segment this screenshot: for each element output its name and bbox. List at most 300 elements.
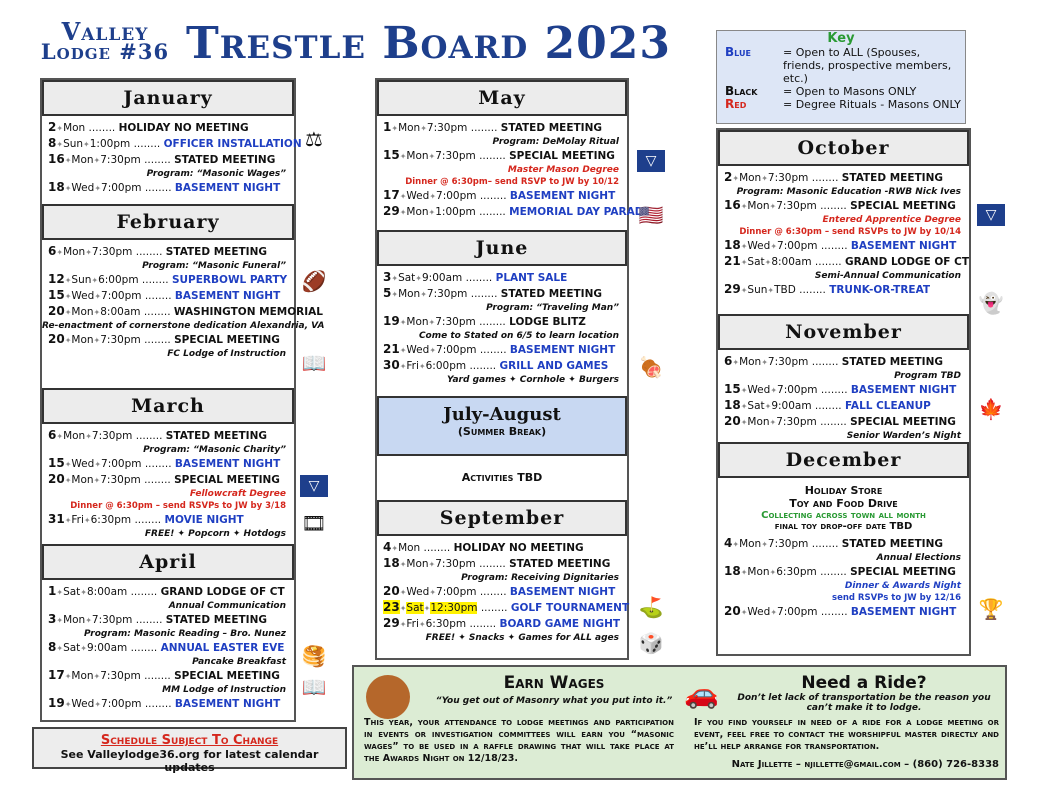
event-row: 18✦Wed✦7:00pm ........ BASEMENT NIGHT [724,238,957,252]
event-row: 18✦Mon✦7:30pm ........ STATED MEETING [383,556,611,570]
event-row: 3✦Sat✦9:00am ........ PLANT SALE [383,270,568,284]
event-day: Mon [739,172,762,184]
event-title: BASEMENT NIGHT [174,458,281,470]
event-row: 15✦Wed✦7:00pm ........ BASEMENT NIGHT [48,456,281,470]
event-title: STATED MEETING [165,246,267,258]
event-title: BASEMENT NIGHT [509,344,616,356]
event-day: Mon [398,288,421,300]
event-date: 1 [48,584,57,598]
event-day: Mon [406,206,429,218]
event-title: STATED MEETING [841,356,943,368]
event-row: 1✦Sat✦8:00am ........ GRAND LODGE OF CT [48,584,285,598]
event-day: Mon [71,670,94,682]
event-date: 6 [724,354,733,368]
event-subtitle: Program: Receiving Dignitaries [461,573,619,583]
event-date: 6 [48,244,57,258]
event-time: 7:30pm [435,558,476,570]
event-time: 7:30pm [100,334,141,346]
apron-icon-oct: ▽ [977,204,1005,226]
event-day: Mon [406,316,429,328]
event-row: 15✦Wed✦7:00pm ........ BASEMENT NIGHT [724,382,957,396]
event-date: 15 [48,456,65,470]
event-date: 8 [48,640,57,654]
event-day: Mon [71,306,94,318]
column-2 [375,78,651,660]
event-date: 31 [48,512,65,526]
event-time: 7:30pm [776,200,817,212]
event-subtitle: Yard games ✦ Cornhole ✦ Burgers [447,375,619,385]
event-date: 15 [383,148,400,162]
event-row: 12✦Sun✦6:00pm ........ SUPERBOWL PARTY [48,272,288,286]
event-day: Mon [406,150,429,162]
event-time: 7:00pm [101,458,142,470]
event-title: SPECIAL MEETING [850,566,956,578]
event-row: 19✦Wed✦7:00pm ........ BASEMENT NIGHT [48,696,281,710]
event-subtitle: Program: “Masonic Charity” [143,445,286,455]
event-date: 20 [48,472,65,486]
event-date: 1 [383,120,392,134]
holiday-store-collect: Collecting across town all month [761,510,926,521]
event-subtitle: Program: “Traveling Man” [486,303,619,313]
ride-contact[interactable]: Nate Jillette – njillette@gmail.com – (860) 726-8338 [731,759,999,770]
event-day: Mon [398,542,421,554]
event-date: 21 [724,254,741,268]
event-day: Wed [747,606,771,618]
event-subtitle: Program: DeMolay Ritual [492,137,619,147]
event-time: TBD [774,284,796,296]
event-title: GRAND LODGE OF CT [160,586,285,598]
month-header-november: November [718,314,969,350]
key-row [725,98,965,111]
book-icon: 📖 [301,351,327,375]
event-time: 8:00am [100,306,141,318]
ride-tagline: Don’t let lack of transportation be the reason you can’t make it to lodge. [737,693,991,713]
event-time: 7:30pm [426,288,468,300]
event-time: 7:00pm [101,182,142,194]
event-row: 30✦Fri✦6:00pm ........ GRILL AND GAMES [383,358,609,372]
event-row: 4✦Mon ........ HOLIDAY NO MEETING [383,540,584,554]
event-date: 3 [383,270,392,284]
event-row: 29✦Mon✦1:00pm ........ MEMORIAL DAY PARADE [383,204,651,218]
event-day: Mon [747,416,770,428]
event-time: 7:30pm [767,356,809,368]
month-header-june: June [377,230,627,266]
event-time: 7:00pm [101,290,142,302]
event-row: 20✦Mon✦7:30pm ........ SPECIAL MEETING [48,472,280,486]
event-row: 16✦Mon✦7:30pm ........ SPECIAL MEETING [724,198,956,212]
event-row: 6✦Mon✦7:30pm ........ STATED MEETING [48,428,267,442]
event-date: 20 [724,604,741,618]
event-title: HOLIDAY NO MEETING [118,122,249,134]
event-day: Mon [71,334,94,346]
event-title: STATED MEETING [174,154,276,166]
event-row: 20✦Mon✦7:30pm ........ SPECIAL MEETING [724,414,956,428]
event-day: Sat [406,602,424,614]
ghost-icon: 👻 [978,291,1004,315]
event-date: 29 [383,616,400,630]
event-date: 18 [48,180,65,194]
event-subtitle: Fellowcraft Degree [189,489,286,499]
event-date: 20 [383,584,400,598]
event-day: Mon [747,200,770,212]
event-time: 8:00am [86,586,128,598]
event-row: 17✦Mon✦7:30pm ........ SPECIAL MEETING [48,668,280,682]
event-title: SPECIAL MEETING [174,334,280,346]
event-title: STATED MEETING [841,538,943,550]
holiday-store-final: final toy drop-off date TBD [774,521,913,532]
lodge-line1: Valley [61,17,149,46]
event-time: 12:30pm [430,602,478,614]
event-date: 8 [48,136,57,150]
event-date: 18 [724,564,741,578]
event-subtitle: Senior Warden’s Night [846,431,961,441]
event-time: 7:00pm [777,606,818,618]
event-time: 7:30pm [435,150,476,162]
event-title: BASEMENT NIGHT [509,586,616,598]
event-title: STATED MEETING [165,614,267,626]
event-date: 18 [724,398,741,412]
event-time: 6:30pm [776,566,817,578]
event-time: 6:00pm [425,360,467,372]
month-header-may: May [377,80,627,116]
event-day: Mon [63,122,86,134]
event-subtitle: Re-enactment of cornerstone dedication Alexandria, VA [42,321,325,331]
event-subtitle: Dinner & Awards Night [844,581,961,591]
book-icon-2: 📖 [301,675,327,699]
event-row: 19✦Mon✦7:30pm ........ LODGE BLITZ [383,314,586,328]
event-day: Sat [747,256,765,268]
event-date: 15 [48,288,65,302]
event-row: 2✦Mon✦7:30pm ........ STATED MEETING [724,170,943,184]
summer-box [377,396,627,456]
event-date: 19 [48,696,65,710]
event-day: Fri [406,360,419,372]
summer-subtitle: (Summer Break) [457,425,547,438]
event-time: 9:00am [86,642,128,654]
summer-title: July-August [443,404,561,425]
event-date: 4 [383,540,392,554]
event-day: Sat [63,586,81,598]
event-title: TRUNK-OR-TREAT [829,284,931,296]
event-date: 20 [48,304,65,318]
ride-body: If you find yourself in need of a ride for a lodge meeting or event, feel free to contact the worshipful master directly and he’ll help arrange for transportation. [694,717,999,752]
event-row: 8✦Sat✦9:00am ........ ANNUAL EASTER EVE [48,640,285,654]
apron-icon: ▽ [300,475,328,497]
event-subtitle: Entered Apprentice Degree [822,215,961,225]
event-subtitle-2: Dinner @ 6:30pm – send RSVPs to JW by 10/14 [739,227,961,237]
event-time: 7:00pm [436,344,477,356]
event-subtitle: Master Mason Degree [507,165,619,175]
event-day: Sat [398,272,416,284]
event-day: Wed [71,290,95,302]
event-date: 29 [724,282,741,296]
wages-body: This year, your attendance to lodge meetings and participation in events or investigation committees will earn you “masonic wages” to be used in a raffle drawing that will take place at the Awards Night on 12/18/23. [364,717,674,764]
event-row: 17✦Wed✦7:00pm ........ BASEMENT NIGHT [383,188,616,202]
event-row: 20✦Mon✦8:00am ........ WASHINGTON MEMORIAL [48,304,323,318]
event-time: 7:30pm [100,474,141,486]
event-date: 20 [724,414,741,428]
event-title: STATED MEETING [841,172,943,184]
event-day: Mon [406,558,429,570]
event-day: Sun [747,284,768,296]
schedule-link-note[interactable]: See Valleylodge36.org for latest calendar updates [60,748,319,774]
gavel-icon: ⚖ [305,127,323,151]
event-subtitle-2: send RSVPs to JW by 12/16 [832,593,961,603]
month-header-september: September [377,500,627,536]
football-icon: 🏈 [301,269,327,293]
event-time: 1:00pm [89,138,131,150]
event-row: 20✦Mon✦7:30pm ........ SPECIAL MEETING [48,332,280,346]
event-day: Mon [71,474,94,486]
event-date: 16 [724,198,741,212]
event-title: MEMORIAL DAY PARADE [509,206,651,218]
info-box [352,665,1007,780]
event-title: BASEMENT NIGHT [174,698,281,710]
event-row: 6✦Mon✦7:30pm ........ STATED MEETING [724,354,943,368]
event-day: Wed [406,190,430,202]
event-title: FALL CLEANUP [844,400,931,412]
event-title: GOLF TOURNAMENT [510,602,630,614]
event-title: BASEMENT NIGHT [850,240,957,252]
event-row: 29✦Fri✦6:30pm ........ BOARD GAME NIGHT [383,616,621,630]
event-row: 21✦Sat✦8:00am ........ GRAND LODGE OF CT [724,254,969,268]
event-date: 15 [724,382,741,396]
event-row: 3✦Mon✦7:30pm ........ STATED MEETING [48,612,267,626]
holiday-store [718,478,969,532]
month-header-october: October [718,130,969,166]
penny-icon [366,675,410,719]
event-title: MOVIE NIGHT [164,514,244,526]
event-title: BASEMENT NIGHT [174,290,281,302]
event-row: 6✦Mon✦7:30pm ........ STATED MEETING [48,244,267,258]
event-day: Wed [406,586,430,598]
month-header-march: March [42,388,294,424]
event-subtitle: Program: Masonic Education -RWB Nick Ives [736,187,961,197]
event-row: 18✦Mon✦6:30pm ........ SPECIAL MEETING [724,564,956,578]
key-label: Red [725,97,747,111]
key-label: Black [725,84,758,98]
page-title: Trestle Board 2023 [186,18,672,69]
holiday-store-sub: Toy and Food Drive [789,497,898,510]
event-time: 7:30pm [91,614,133,626]
event-subtitle: FC Lodge of Instruction [167,349,286,359]
event-time: 7:30pm [426,122,468,134]
event-title: BASEMENT NIGHT [850,384,957,396]
event-title: GRILL AND GAMES [499,360,609,372]
event-date: 5 [383,286,392,300]
month-header-january: January [42,80,294,116]
event-day: Mon [747,566,770,578]
event-day: Sat [747,400,765,412]
event-date: 4 [724,536,733,550]
event-row: 2✦Mon ........ HOLIDAY NO MEETING [48,120,249,134]
event-title: OFFICER INSTALLATION [163,138,302,150]
event-time: 9:00am [421,272,463,284]
event-day: Wed [71,182,95,194]
event-title: HOLIDAY NO MEETING [453,542,584,554]
golf-icon: ⛳ [638,595,664,619]
event-date: 23 [383,600,400,614]
key-title: Key [827,31,855,46]
event-day: Sun [71,274,92,286]
event-time: 7:00pm [101,698,142,710]
legend-key [716,30,966,124]
event-title: SPECIAL MEETING [509,150,615,162]
key-text: = Degree Rituals - Masons ONLY [783,98,961,111]
event-day: Wed [71,698,95,710]
lodge-name [30,17,180,64]
event-title: LODGE BLITZ [509,316,586,328]
film-reel-icon: 🎞 [301,511,327,535]
event-date: 17 [383,188,400,202]
event-time: 7:00pm [777,384,818,396]
event-row: 1✦Mon✦7:30pm ........ STATED MEETING [383,120,602,134]
key-row [725,85,965,98]
event-date: 16 [48,152,65,166]
leaf-icon: 🍁 [978,397,1004,421]
event-title: WASHINGTON MEMORIAL [173,306,323,318]
event-date: 6 [48,428,57,442]
event-subtitle: Annual Communication [168,601,286,611]
event-day: Mon [739,356,762,368]
key-label: Blue [725,45,751,59]
event-time: 6:30pm [90,514,132,526]
event-subtitle: MM Lodge of Instruction [162,685,286,695]
event-title: STATED MEETING [165,430,267,442]
event-row: 15✦Mon✦7:30pm ........ SPECIAL MEETING [383,148,615,162]
month-header-december: December [718,442,969,478]
event-subtitle: Program: Masonic Reading – Bro. Nunez [83,629,286,639]
event-subtitle: Program: “Masonic Funeral” [142,261,286,271]
event-title: BOARD GAME NIGHT [499,618,621,630]
key-text: = Open to ALL (Spouses, friends, prospective members, etc.) [783,46,952,85]
apron-icon-may: ▽ [637,150,665,172]
ride-title: Need a Ride? [801,673,927,693]
event-row: 16✦Mon✦7:30pm ........ STATED MEETING [48,152,276,166]
event-day: Fri [406,618,419,630]
event-title: STATED MEETING [509,558,611,570]
event-day: Mon [398,122,421,134]
event-day: Mon [63,430,86,442]
event-time: 7:00pm [436,190,477,202]
event-time: 7:30pm [91,246,133,258]
event-time: 7:30pm [767,538,809,550]
lodge-line2: Lodge #36 [40,39,170,64]
trophy-icon: 🏆 [978,597,1004,621]
event-row: 5✦Mon✦7:30pm ........ STATED MEETING [383,286,602,300]
event-date: 20 [48,332,65,346]
event-row: 21✦Wed✦7:00pm ........ BASEMENT NIGHT [383,342,616,356]
column-1 [40,78,325,722]
event-time: 7:00pm [436,586,477,598]
event-date: 2 [48,120,57,134]
event-day: Fri [71,514,84,526]
event-subtitle-2: Dinner @ 6:30pm– send RSVP to JW by 10/12 [405,177,619,187]
event-title: SPECIAL MEETING [174,670,280,682]
schedule-note [32,727,347,774]
event-row: 15✦Wed✦7:00pm ........ BASEMENT NIGHT [48,288,281,302]
event-date: 19 [383,314,400,328]
event-subtitle: FREE! ✦ Snacks ✦ Games for ALL ages [425,633,619,643]
event-day: Mon [71,154,94,166]
event-time: 7:30pm [767,172,809,184]
event-date: 18 [383,556,400,570]
summer-note: Activities TBD [461,471,543,484]
event-time: 1:00pm [435,206,476,218]
event-row: 18✦Wed✦7:00pm ........ BASEMENT NIGHT [48,180,281,194]
event-time: 7:30pm [100,154,141,166]
event-title: SUPERBOWL PARTY [171,274,288,286]
column-3 [716,128,971,656]
wages-title: Earn Wages [503,673,605,693]
event-time: 9:00am [771,400,812,412]
event-title: BASEMENT NIGHT [850,606,957,618]
event-date: 29 [383,204,400,218]
event-date: 12 [48,272,65,286]
event-title: SPECIAL MEETING [850,416,956,428]
event-title: PLANT SALE [495,272,568,284]
event-row: 29✦Sun✦TBD ........ TRUNK-OR-TREAT [724,282,931,296]
car-icon: 🚗 [684,677,719,710]
grill-icon: 🍖 [638,355,664,379]
event-date: 18 [724,238,741,252]
event-subtitle-2: Dinner @ 6:30pm – send RSVPs to JW by 3/18 [70,501,286,511]
month-header-february: February [42,204,294,240]
schedule-warning: Schedule Subject To Change [100,733,279,748]
event-row: 18✦Sat✦9:00am ........ FALL CLEANUP [724,398,931,412]
event-title: BASEMENT NIGHT [509,190,616,202]
event-day: Mon [739,538,762,550]
event-day: Wed [747,240,771,252]
event-title: SPECIAL MEETING [174,474,280,486]
event-title: STATED MEETING [500,288,602,300]
event-title: GRAND LODGE OF CT [844,256,969,268]
event-row: 31✦Fri✦6:30pm ........ MOVIE NIGHT [48,512,244,526]
event-time: 8:00am [771,256,812,268]
event-row: 23✦Sat✦12:30pm ........ GOLF TOURNAMENT [383,600,630,614]
flag-icon: 🇺🇸 [638,203,664,227]
event-row: 8✦Sun✦1:00pm ........ OFFICER INSTALLATION [48,136,302,150]
event-time: 7:30pm [91,430,133,442]
event-title: STATED MEETING [500,122,602,134]
event-day: Sun [63,138,84,150]
event-subtitle: FREE! ✦ Popcorn ✦ Hotdogs [144,529,286,539]
event-day: Wed [71,458,95,470]
event-time: 6:30pm [425,618,467,630]
pancake-icon: 🥞 [301,644,327,668]
board-game-icon: 🎲 [638,631,664,655]
event-row: 20✦Wed✦7:00pm ........ BASEMENT NIGHT [724,604,957,618]
event-date: 30 [383,358,400,372]
event-subtitle: Program: “Masonic Wages” [146,169,286,179]
event-day: Wed [406,344,430,356]
event-day: Mon [63,614,86,626]
key-row [725,46,965,85]
event-date: 2 [724,170,733,184]
event-day: Sat [63,642,81,654]
event-date: 21 [383,342,400,356]
event-day: Wed [747,384,771,396]
event-title: ANNUAL EASTER EVE [160,642,285,654]
event-day: Mon [63,246,86,258]
holiday-store-title: Holiday Store [804,484,883,497]
wages-quote: “You get out of Masonry what you put into it.” [435,696,673,706]
event-title: SPECIAL MEETING [850,200,956,212]
event-date: 17 [48,668,65,682]
event-time: 7:30pm [100,670,141,682]
event-row: 4✦Mon✦7:30pm ........ STATED MEETING [724,536,943,550]
event-subtitle: Program TBD [894,371,961,381]
